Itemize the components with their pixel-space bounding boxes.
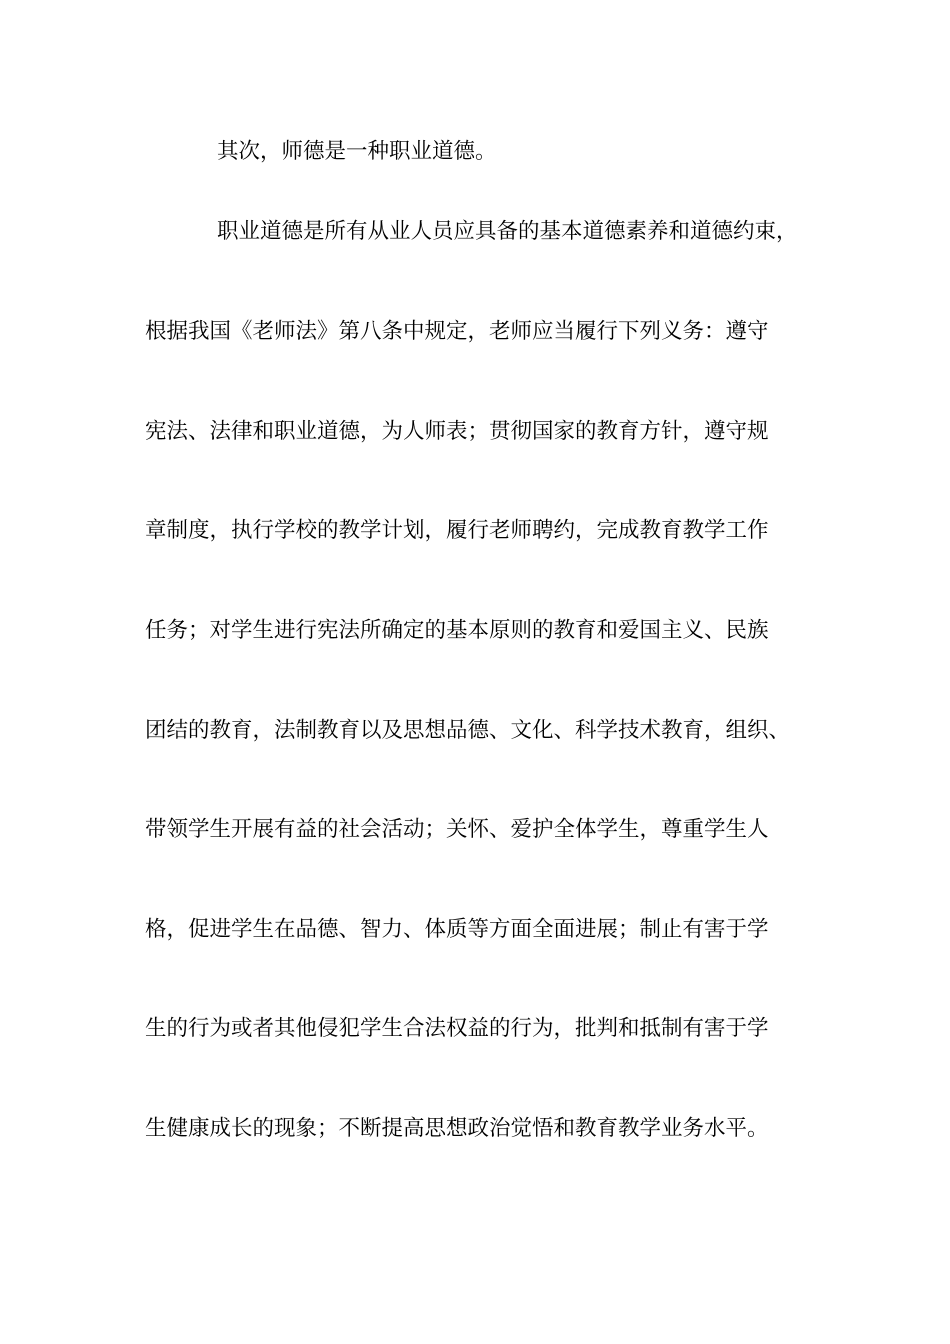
paragraph-line: 章制度，执行学校的教学计划，履行老师聘约，完成教育教学工作 <box>145 518 769 543</box>
paragraph-line: 团结的教育，法制教育以及思想品德、文化、科学技术教育，组织、 <box>145 718 791 743</box>
paragraph-line: 宪法、法律和职业道德，为人师表；贯彻国家的教育方针，遵守规 <box>145 419 769 444</box>
paragraph-line: 职业道德是所有从业人员应具备的基本道德素养和道德约束， <box>217 219 798 244</box>
paragraph-line: 任务；对学生进行宪法所确定的基本原则的教育和爱国主义、民族 <box>145 618 769 643</box>
paragraph-line: 生健康成长的现象；不断提高思想政治觉悟和教育教学业务水平。 <box>145 1116 769 1141</box>
paragraph-line: 格，促进学生在品德、智力、体质等方面全面进展；制止有害于学 <box>145 917 769 942</box>
paragraph-line: 带领学生开展有益的社会活动；关怀、爱护全体学生，尊重学生人 <box>145 817 769 842</box>
paragraph-line: 生的行为或者其他侵犯学生合法权益的行为，批判和抵制有害于学 <box>145 1016 769 1041</box>
paragraph-line: 根据我国《老师法》第八条中规定，老师应当履行下列义务：遵守 <box>145 319 769 344</box>
paragraph-heading-line: 其次，师德是一种职业道德。 <box>217 139 497 164</box>
